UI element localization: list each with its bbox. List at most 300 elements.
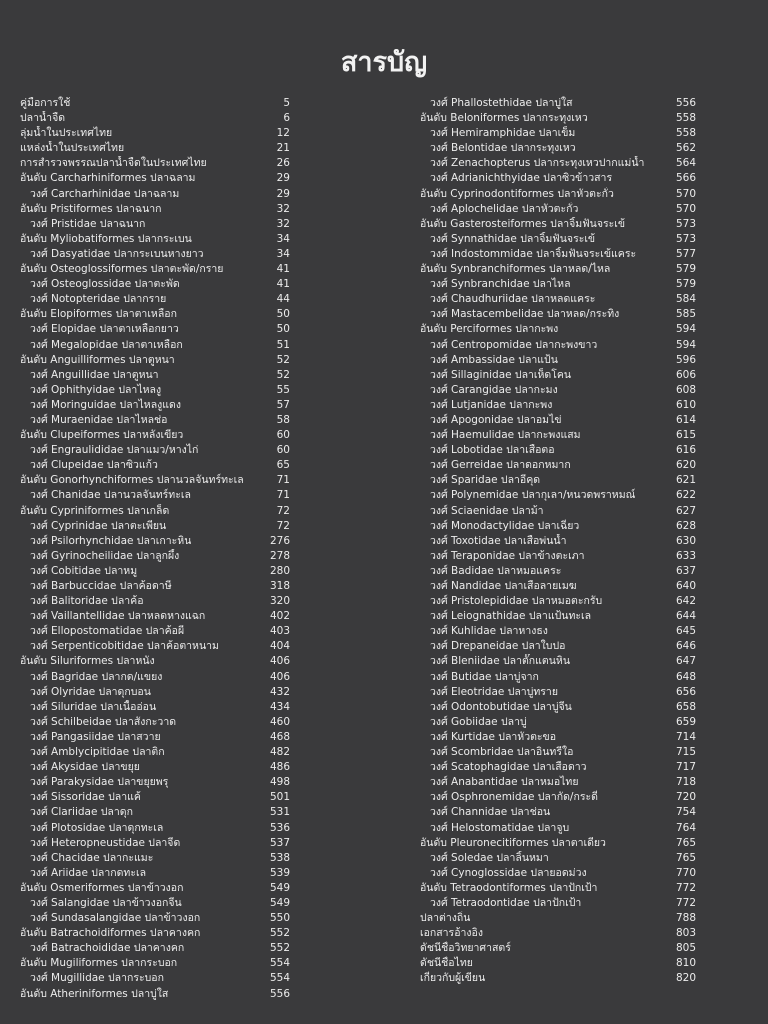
toc-page-number: 656	[675, 685, 696, 698]
toc-page-number: 630	[675, 534, 696, 547]
toc-entry-label: อันดับ Gasterosteiformes ปลาจิ้มฟันจระเข้	[420, 217, 626, 230]
toc-page-number: 566	[675, 172, 696, 185]
toc-entry-label: วงศ์ Olyridae ปลาดุกบอน	[30, 685, 151, 698]
toc-page-number: 26	[276, 157, 290, 170]
toc-entry-label: วงศ์ Drepaneidae ปลาใบปอ	[430, 640, 566, 653]
toc-page-number: 55	[276, 383, 290, 396]
toc-entry	[420, 262, 696, 277]
toc-subentry	[420, 413, 696, 428]
toc-page-number: 610	[675, 398, 696, 411]
toc-entry-label: วงศ์ Clariidae ปลาดุก	[30, 806, 133, 819]
toc-subentry	[420, 488, 696, 503]
toc-entry-label: วงศ์ Plotosidae ปลาดุกทะเล	[30, 821, 164, 834]
toc-subentry	[20, 730, 290, 745]
toc-entry-label: วงศ์ Vaillantellidae ปลาหลดหางแฉก	[30, 610, 206, 623]
toc-entry-label: ปลาน้ำจืด	[20, 112, 66, 125]
toc-entry-label: วงศ์ Soledae ปลาลิ้นหมา	[430, 851, 549, 864]
toc-page-number: 29	[276, 187, 290, 200]
toc-entry-label: วงศ์ Belontidae ปลากระทุงเหว	[430, 142, 576, 155]
toc-entry	[20, 926, 290, 941]
toc-entry-label: วงศ์ Elopidae ปลาตาเหลือกยาว	[30, 323, 179, 336]
toc-subentry	[20, 685, 290, 700]
toc-page-number: 554	[269, 957, 290, 970]
toc-page-number: 51	[276, 338, 290, 351]
toc-subentry	[420, 126, 696, 141]
toc-page-number: 772	[675, 896, 696, 909]
toc-subentry	[420, 338, 696, 353]
toc-subentry	[420, 232, 696, 247]
toc-entry-label: วงศ์ Serpenticobitidae ปลาค้อตาหนาม	[30, 640, 219, 653]
toc-page-number: 65	[276, 459, 290, 472]
toc-page-number: 637	[675, 564, 696, 577]
toc-entry-label: วงศ์ Ariidae ปลากดทะเล	[30, 866, 147, 879]
toc-entry-label: วงศ์ Gerreidae ปลาดอกหมาก	[430, 459, 571, 472]
toc-subentry	[420, 896, 696, 911]
toc-subentry	[420, 353, 696, 368]
toc-entry-label: วงศ์ Synnathidae ปลาจิ้มฟันจระเข้	[430, 232, 596, 245]
toc-subentry	[20, 292, 290, 307]
toc-subentry	[420, 594, 696, 609]
toc-entry-label: ลุ่มน้ำในประเทศไทย	[20, 127, 113, 140]
page-title: สารบัญ	[340, 47, 428, 78]
toc-subentry	[420, 654, 696, 669]
toc-subentry	[420, 292, 696, 307]
toc-subentry	[420, 760, 696, 775]
toc-page-number: 573	[675, 232, 696, 245]
toc-page-number: 552	[269, 927, 290, 940]
toc-subentry	[20, 322, 290, 337]
toc-entry-label: วงศ์ Sparidae ปลาอีคุด	[430, 474, 541, 487]
toc-subentry	[20, 488, 290, 503]
toc-entry-label: วงศ์ Dasyatidae ปลากระเบนหางยาว	[30, 247, 204, 260]
toc-page-number: 531	[269, 806, 290, 819]
toc-page-number: 320	[269, 595, 290, 608]
toc-entry-label: วงศ์ Salangidae ปลาข้าวงอกจีน	[30, 896, 182, 909]
toc-page-number: 606	[675, 368, 696, 381]
toc-entry	[20, 202, 290, 217]
toc-subentry	[20, 579, 290, 594]
toc-page-number: 538	[269, 851, 290, 864]
toc-page-number: 460	[269, 715, 290, 728]
toc-entry-label: วงศ์ Haemulidae ปลากะพงแสม	[430, 429, 581, 442]
toc-subentry	[420, 790, 696, 805]
toc-subentry	[20, 247, 290, 262]
toc-page-number: 640	[675, 580, 696, 592]
toc-page-number: 71	[276, 489, 290, 502]
toc-page-number: 579	[675, 278, 696, 291]
toc-entry-label: วงศ์ Akysidae ปลาขยุย	[30, 761, 140, 774]
toc-entry	[20, 987, 290, 1002]
toc-entry	[20, 956, 290, 971]
toc-subentry	[20, 836, 290, 851]
toc-subentry	[420, 96, 696, 111]
toc-page-number: 550	[269, 912, 290, 925]
toc-entry	[420, 971, 696, 986]
toc-subentry	[20, 911, 290, 926]
toc-entry-label: อันดับ Cyprinodontiformes ปลาหัวตะกั่ว	[420, 187, 614, 200]
toc-page-number: 810	[675, 957, 696, 970]
toc-page-number: 549	[269, 896, 290, 909]
toc-entry	[20, 428, 290, 443]
toc-entry-label: วงศ์ Zenachopterus ปลากระทุงเหวปากแม่น้ำ	[430, 157, 645, 170]
toc-page-number: 594	[675, 323, 696, 336]
toc-subentry	[420, 715, 696, 730]
toc-subentry	[20, 564, 290, 579]
toc-subentry	[20, 700, 290, 715]
toc-entry-label: อันดับ Anguilliformes ปลาตูหนา	[20, 353, 175, 366]
toc-subentry	[20, 971, 290, 986]
toc-entry-label: วงศ์ Toxotidae ปลาเสือพ่นน้ำ	[430, 534, 567, 547]
toc-entry	[420, 956, 696, 971]
toc-page-number: 276	[269, 534, 290, 547]
toc-entry-label: วงศ์ Lobotidae ปลาเสือตอ	[430, 444, 555, 457]
toc-entry-label: ดัชนีชื่อวิทยาศาสตร์	[420, 942, 511, 955]
toc-subentry	[20, 338, 290, 353]
toc-entry	[20, 473, 290, 488]
toc-page-number: 648	[675, 670, 696, 683]
toc-page-number: 71	[276, 474, 290, 487]
toc-page-number: 718	[675, 776, 696, 789]
toc-subentry	[420, 549, 696, 564]
toc-entry-label: วงศ์ Scombridae ปลาอินทรีใอ	[430, 746, 574, 759]
toc-page-number: 642	[675, 595, 696, 608]
toc-entry-label: วงศ์ Chanidae ปลานวลจันทร์ทะเล	[30, 489, 191, 502]
toc-subentry	[20, 187, 290, 202]
toc-entry-label: วงศ์ Mugillidae ปลากระบอก	[30, 972, 164, 985]
toc-page-number: 50	[276, 323, 290, 336]
toc-page-number: 406	[269, 670, 290, 683]
toc-page-number: 21	[276, 142, 290, 155]
toc-page-number: 805	[675, 942, 696, 955]
toc-page-number: 615	[675, 429, 696, 442]
toc-entry-label: วงศ์ Monodactylidae ปลาเฉี่ยว	[430, 519, 580, 532]
toc-entry-label: วงศ์ Cobitidae ปลาหมู	[30, 564, 138, 577]
toc-page-number: 616	[675, 444, 696, 457]
toc-entry-label: วงศ์ Lutjanidae ปลากะพง	[430, 398, 553, 411]
toc-entry-label: วงศ์ Leiognathidae ปลาแป้นทะเล	[430, 610, 592, 623]
toc-entry	[20, 232, 290, 247]
toc-entry-label: วงศ์ Parakysidae ปลาขยุยพรุ	[30, 776, 169, 789]
toc-entry	[20, 141, 290, 156]
toc-subentry	[20, 775, 290, 790]
toc-subentry	[20, 624, 290, 639]
toc-page-number: 278	[269, 549, 290, 562]
toc-entry	[20, 111, 290, 126]
toc-entry-label: วงศ์ Muraenidae ปลาไหลช่อ	[30, 413, 168, 426]
toc-entry-label: วงศ์ Osphronemidae ปลากัด/กระดี่	[430, 791, 598, 804]
toc-entry	[420, 217, 696, 232]
toc-subentry	[420, 383, 696, 398]
toc-entry-label: วงศ์ Kurtidae ปลาหัวตะขอ	[430, 730, 557, 743]
toc-subentry	[420, 504, 696, 519]
toc-page-number: 754	[675, 806, 696, 819]
toc-page-number: 646	[675, 640, 696, 653]
toc-page-number: 318	[269, 580, 290, 592]
toc-subentry	[20, 866, 290, 881]
toc-subentry	[20, 639, 290, 654]
toc-subentry	[420, 866, 696, 881]
toc-entry	[20, 353, 290, 368]
toc-entry-label: วงศ์ Ophithyidae ปลาไหลงู	[30, 383, 162, 396]
toc-entry	[420, 187, 696, 202]
toc-entry-label: วงศ์ Megalopidae ปลาตาเหลือก	[30, 338, 183, 351]
toc-entry-label: อันดับ Synbranchiformes ปลาหลด/ไหล	[420, 263, 611, 276]
toc-entry-label: วงศ์ Kuhlidae ปลาหางธง	[430, 625, 548, 638]
toc-page-number: 434	[269, 700, 290, 713]
toc-entry-label: วงศ์ Barbuccidae ปลาค้อดาษี	[30, 580, 172, 592]
toc-entry	[20, 654, 290, 669]
toc-subentry	[420, 564, 696, 579]
toc-entry-label: ปลาต่างถิ่น	[420, 912, 471, 925]
toc-page-number: 820	[675, 972, 696, 985]
toc-page-number: 765	[675, 836, 696, 849]
toc-page-number: 714	[675, 730, 696, 743]
toc-subentry	[20, 715, 290, 730]
toc-entry-label: วงศ์ Helostomatidae ปลาจูบ	[430, 821, 570, 834]
toc-page-number: 482	[269, 746, 290, 759]
toc-subentry	[420, 775, 696, 790]
toc-page-number: 549	[269, 881, 290, 894]
toc-page-number: 44	[276, 293, 290, 306]
toc-subentry	[20, 821, 290, 836]
toc-entry	[420, 911, 696, 926]
toc-entry-label: วงศ์ Chaudhuriidae ปลาหลดแคระ	[430, 293, 596, 306]
toc-entry	[420, 941, 696, 956]
toc-subentry	[420, 700, 696, 715]
toc-page-number: 403	[269, 625, 290, 638]
toc-entry-label: วงศ์ Sciaenidae ปลาม้า	[430, 504, 544, 517]
toc-page-number: 404	[269, 640, 290, 653]
toc-page-number: 32	[276, 202, 290, 215]
toc-page-number: 644	[675, 610, 696, 623]
toc-subentry	[20, 398, 290, 413]
toc-page-number: 608	[675, 383, 696, 396]
toc-page-number: 573	[675, 217, 696, 230]
toc-entry-label: อันดับ Pristiformes ปลาฉนาก	[20, 202, 162, 215]
toc-page-number: 556	[675, 97, 696, 109]
toc-page-number: 280	[269, 564, 290, 577]
toc-entry-label: วงศ์ Centropomidae ปลากะพงขาว	[430, 338, 598, 351]
toc-entry-label: วงศ์ Polynemidae ปลากุเลา/หนวดพราหมณ์	[430, 489, 636, 502]
toc-entry-label: วงศ์ Bleniidae ปลาตั๊กแตนหิน	[430, 655, 571, 668]
toc-entry-label: วงศ์ Siluridae ปลาเนื้ออ่อน	[30, 700, 157, 713]
toc-subentry	[20, 941, 290, 956]
toc-entry-label: วงศ์ Nandidae ปลาเสือลายเมฆ	[430, 580, 577, 592]
toc-page-number: 552	[269, 942, 290, 955]
toc-page-number: 556	[269, 987, 290, 1000]
toc-subentry	[420, 368, 696, 383]
toc-entry-label: วงศ์ Balitoridae ปลาค้อ	[30, 595, 144, 608]
toc-entry-label: อันดับ Cypriniformes ปลาเกล็ด	[20, 504, 170, 517]
toc-page-number: 12	[276, 127, 290, 140]
toc-entry	[20, 171, 290, 186]
toc-page-number: 537	[269, 836, 290, 849]
toc-subentry	[20, 549, 290, 564]
toc-subentry	[420, 398, 696, 413]
toc-entry	[20, 881, 290, 896]
toc-page-number: 34	[276, 247, 290, 260]
toc-entry-label: วงศ์ Clupeidae ปลาซิวแก้ว	[30, 459, 158, 472]
toc-entry	[420, 881, 696, 896]
toc-page-number: 501	[269, 791, 290, 804]
toc-entry-label: อันดับ Osteoglossiformes ปลาตะพัด/กราย	[20, 263, 224, 276]
toc-entry-label: วงศ์ Butidae ปลาบู่จาก	[430, 670, 539, 683]
toc-page-number: 52	[276, 368, 290, 381]
toc-page-number: 536	[269, 821, 290, 834]
toc-entry-label: วงศ์ Bagridae ปลากด/แขยง	[30, 670, 163, 683]
toc-subentry	[20, 458, 290, 473]
toc-subentry	[20, 896, 290, 911]
toc-entry-label: วงศ์ Sundasalangidae ปลาข้าวงอก	[30, 912, 201, 925]
toc-page-number: 659	[675, 715, 696, 728]
toc-page-number: 772	[675, 881, 696, 894]
toc-entry-label: วงศ์ Amblycipitidae ปลาติก	[30, 746, 165, 759]
toc-page-number: 614	[675, 413, 696, 426]
toc-page-number: 622	[675, 489, 696, 502]
toc-page-number: 715	[675, 746, 696, 759]
toc-page-number: 57	[276, 398, 290, 411]
toc-subentry	[20, 851, 290, 866]
toc-entry	[420, 926, 696, 941]
toc-page-number: 29	[276, 172, 290, 185]
toc-page-number: 72	[276, 519, 290, 532]
toc-page-number: 633	[675, 549, 696, 562]
toc-subentry	[420, 670, 696, 685]
toc-entry-label: วงศ์ Carcharhinidae ปลาฉลาม	[30, 187, 180, 200]
toc-page-number: 539	[269, 866, 290, 879]
toc-subentry	[420, 745, 696, 760]
toc-entry-label: อันดับ Pleuronecitiformes ปลาตาเดียว	[420, 836, 606, 849]
toc-subentry	[420, 579, 696, 594]
toc-page-number: 594	[675, 338, 696, 351]
toc-page-number: 564	[675, 157, 696, 170]
toc-page-number: 562	[675, 142, 696, 155]
toc-entry-label: วงศ์ Gyrinocheilidae ปลาลูกผึ้ง	[30, 549, 180, 562]
toc-entry-label: วงศ์ Psilorhynchidae ปลาเกาะหิน	[30, 534, 192, 547]
toc-entry-label: วงศ์ Moringuidae ปลาไหลงูแดง	[30, 398, 182, 411]
toc-entry-label: วงศ์ Osteoglossidae ปลาตะพัด	[30, 278, 180, 291]
toc-entry-label: อันดับ Tetraodontiformes ปลาปักเป้า	[420, 881, 598, 894]
toc-page-number: 788	[675, 912, 696, 925]
toc-subentry	[420, 202, 696, 217]
toc-page-number: 468	[269, 730, 290, 743]
toc-subentry	[20, 805, 290, 820]
toc-subentry	[20, 745, 290, 760]
toc-entry-label: วงศ์ Carangidae ปลากะมง	[430, 383, 558, 396]
toc-subentry	[420, 821, 696, 836]
toc-page-number: 585	[675, 308, 696, 321]
toc-page-number: 720	[675, 791, 696, 804]
toc-entry-label: วงศ์ Adrianichthyidae ปลาซิวข้าวสาร	[430, 172, 613, 185]
toc-entry-label: วงศ์ Odontobutidae ปลาบู่จีน	[430, 700, 572, 713]
toc-page-number: 658	[675, 700, 696, 713]
toc-entry-label: วงศ์ Badidae ปลาหมอแคระ	[430, 564, 562, 577]
toc-entry	[20, 126, 290, 141]
toc-entry-label: อันดับ Gonorhynchiformes ปลานวลจันทร์ทะเล	[20, 474, 244, 487]
toc-entry-label: อันดับ Atheriniformes ปลาบู่ใส	[20, 987, 169, 1000]
toc-subentry	[420, 609, 696, 624]
toc-subentry	[420, 171, 696, 186]
toc-subentry	[420, 307, 696, 322]
toc-page-number: 72	[276, 504, 290, 517]
toc-entry-label: อันดับ Perciformes ปลากะพง	[420, 323, 559, 336]
toc-page-number: 41	[276, 278, 290, 291]
toc-page-number: 41	[276, 263, 290, 276]
toc-entry-label: วงศ์ Sissoridae ปลาแค้	[30, 791, 141, 804]
toc-subentry	[420, 851, 696, 866]
toc-entry-label: วงศ์ Engraulididae ปลาแมว/หางไก่	[30, 444, 199, 457]
toc-page-number: 58	[276, 413, 290, 426]
toc-subentry	[20, 443, 290, 458]
toc-entry-label: อันดับ Batrachoidiformes ปลาคางคก	[20, 927, 201, 940]
toc-entry-label: วงศ์ Chacidae ปลากะแมะ	[30, 851, 154, 864]
toc-entry-label: อันดับ Myliobatiformes ปลากระเบน	[20, 232, 192, 245]
toc-subentry	[20, 594, 290, 609]
toc-entry-label: วงศ์ Ambassidae ปลาแป้น	[430, 353, 558, 366]
toc-page-number: 570	[675, 187, 696, 200]
toc-subentry	[20, 609, 290, 624]
toc-page-number: 579	[675, 263, 696, 276]
toc-page-number: 627	[675, 504, 696, 517]
toc-page-number: 6	[283, 112, 290, 125]
toc-page-number: 498	[269, 776, 290, 789]
toc-entry-label: วงศ์ Eleotridae ปลาบู่ทราย	[430, 685, 558, 698]
toc-entry-label: วงศ์ Phallostethidae ปลาบู่ใส	[430, 97, 573, 109]
toc-page-number: 60	[276, 429, 290, 442]
toc-subentry	[420, 534, 696, 549]
toc-page-number: 621	[675, 474, 696, 487]
toc-entry-label: วงศ์ Synbranchidae ปลาไหล	[430, 278, 571, 291]
toc-entry-label: วงศ์ Anabantidae ปลาหมอไทย	[430, 776, 579, 789]
toc-entry	[20, 156, 290, 171]
toc-entry-label: อันดับ Beloniformes ปลากระทุงเหว	[420, 112, 588, 125]
toc-page-number: 52	[276, 353, 290, 366]
toc-entry-label: อันดับ Osmeriformes ปลาข้าวงอก	[20, 881, 184, 894]
toc-page-number: 764	[675, 821, 696, 834]
toc-entry-label: อันดับ Clupeiformes ปลาหลังเขียว	[20, 429, 184, 442]
toc-entry-label: วงศ์ Cyprinidae ปลาตะเพียน	[30, 519, 167, 532]
toc-entry-label: เกี่ยวกับผู้เขียน	[420, 972, 486, 985]
toc-subentry	[420, 277, 696, 292]
toc-subentry	[420, 473, 696, 488]
toc-entry-label: วงศ์ Indostommidae ปลาจิ้มฟันจระเข้แคระ	[430, 247, 637, 260]
toc-page-number: 34	[276, 232, 290, 245]
toc-page-number: 558	[675, 127, 696, 140]
toc-entry-label: อันดับ Siluriformes ปลาหนัง	[20, 655, 155, 668]
toc-entry-label: การสำรวจพรรณปลาน้ำจืดในประเทศไทย	[20, 157, 207, 170]
toc-entry-label: เอกสารอ้างอิง	[420, 927, 483, 940]
toc-entry-label: วงศ์ Schilbeidae ปลาสังกะวาด	[30, 715, 177, 728]
toc-entry-label: แหล่งน้ำในประเทศไทย	[20, 142, 125, 155]
toc-subentry	[420, 685, 696, 700]
toc-entry-label: วงศ์ Pangasiidae ปลาสวาย	[30, 730, 161, 743]
toc-subentry	[20, 519, 290, 534]
toc-page-number: 803	[675, 927, 696, 940]
toc-entry-label: วงศ์ Scatophagidae ปลาเสือดาว	[430, 761, 587, 774]
toc-entry-label: วงศ์ Anguillidae ปลาตูหนา	[30, 368, 159, 381]
toc-entry-label: คู่มือการใช้	[20, 97, 71, 109]
toc-entry	[20, 307, 290, 322]
toc-page-number: 402	[269, 610, 290, 623]
toc-page-number: 5	[283, 97, 290, 109]
toc-subentry	[420, 519, 696, 534]
toc-entry-label: วงศ์ Aplochelidae ปลาหัวตะกั่ว	[430, 202, 579, 215]
toc-page-number: 770	[675, 866, 696, 879]
toc-entry-label: วงศ์ Gobiidae ปลาบู่	[430, 715, 527, 728]
toc-entry	[20, 96, 290, 111]
toc-entry-label: วงศ์ Mastacembelidae ปลาหลด/กระทิง	[430, 308, 620, 321]
toc-page-number: 558	[675, 112, 696, 125]
